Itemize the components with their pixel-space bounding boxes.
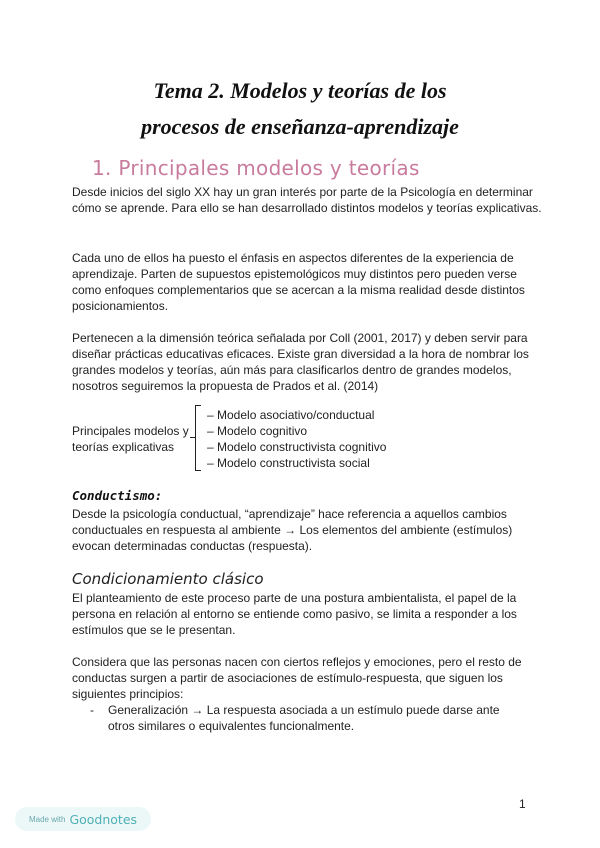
paragraph-enfasis: Cada uno de ellos ha puesto el énfasis en aspectos diferentes de la experiencia de aprendizaje. Parten de supuestos epistemológicos muy distintos pero pueden verse como enfoques complementarios que se acercan a la misma realidad desde distintos posicionamientos. xyxy=(72,251,525,313)
paragraph-intro: Desde inicios del siglo XX hay un gran interés por parte de la Psicología en determinar cómo se aprende. Para ello se han desarrollado distintos modelos y teorías explicativas. xyxy=(72,185,542,215)
bullet-dash: - xyxy=(90,703,94,717)
document-title-line-1: Tema 2. Modelos y teorías de los xyxy=(153,78,447,103)
bullet-text: Generalización → La respuesta asociada a un estímulo puede darse ante otros similares o equivalentes funcionalmente. xyxy=(108,703,500,733)
paragraph-coll: Pertenecen a la dimensión teórica señalada por Coll (2001, 2017) y deben servir para diseñar prácticas educativas eficaces. Existe gran diversidad a la hora de nombrar los grandes modelos y teorías, aún más para clasificarlos dentro de grandes modelos, nosotros seguiremos la propuesta de Prados et al. (2014) xyxy=(72,331,529,393)
list-item: – Modelo cognitivo xyxy=(207,424,308,438)
scheme-list xyxy=(207,407,386,471)
goodnotes-badge[interactable] xyxy=(15,807,151,831)
clasico-paragraph-1: El planteamiento de este proceso parte de una postura ambientalista, el papel de la persona en relación al entorno se entiende como pasivo, se limita a responder a los estímulos que se le presentan. xyxy=(72,591,517,637)
clasico-heading: Condicionamiento clásico xyxy=(72,570,264,588)
list-item: – Modelo constructivista social xyxy=(207,456,370,470)
document-title-line-2: procesos de enseñanza-aprendizaje xyxy=(141,114,459,139)
section-heading: 1. Principales modelos y teorías xyxy=(92,156,420,180)
scheme-label: Principales modelos y teorías explicativas xyxy=(72,424,189,454)
list-item: – Modelo asociativo/conductual xyxy=(207,408,375,422)
conductismo-heading: Conductismo: xyxy=(72,488,163,503)
brace-tick xyxy=(190,437,196,438)
brace-icon xyxy=(195,405,204,471)
conductismo-paragraph: Desde la psicología conductual, “aprendizaje” hace referencia a aquellos cambios conductuales en respuesta al ambiente → Los elementos del ambiente (estímulos) evocan determinadas conductas (respuesta). xyxy=(72,507,513,553)
badge-made-with: Made with xyxy=(28,814,66,824)
list-item: – Modelo constructivista cognitivo xyxy=(207,440,387,454)
badge-brand: Goodnotes xyxy=(69,811,138,827)
page-number: 1 xyxy=(519,797,526,811)
clasico-paragraph-2: Considera que las personas nacen con ciertos reflejos y emociones, pero el resto de conductas surgen a partir de asociaciones de estímulo-respuesta, que siguen los siguientes principios: xyxy=(72,655,522,701)
